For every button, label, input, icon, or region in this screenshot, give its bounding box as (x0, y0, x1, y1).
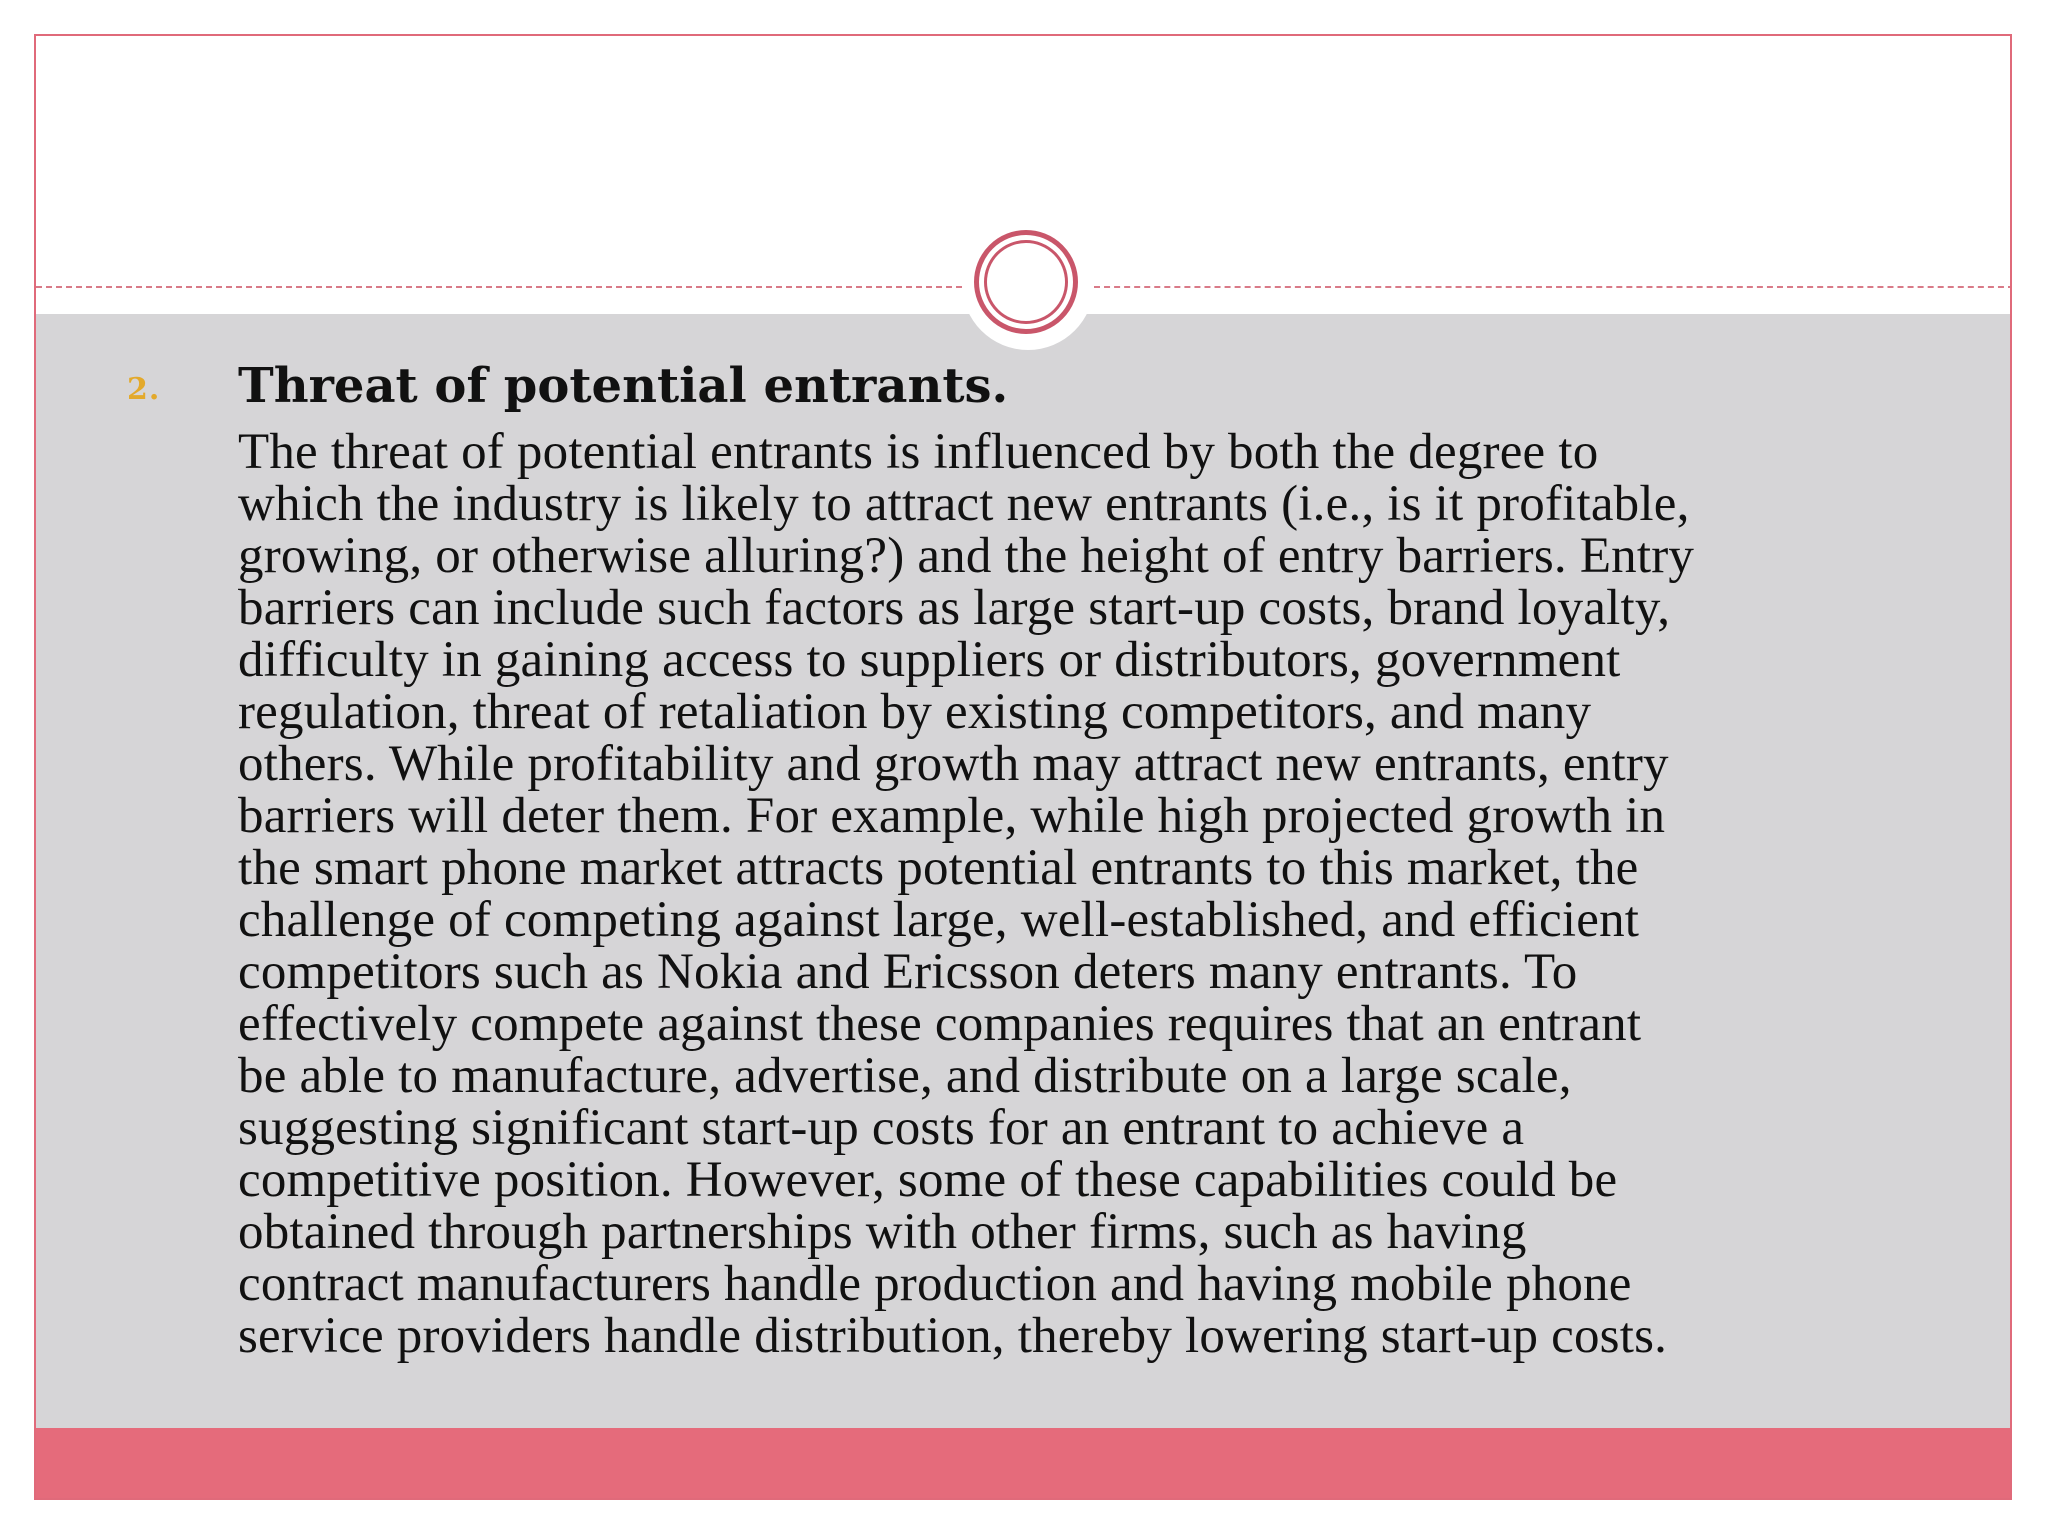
body-line: The threat of potential entrants is influenced by both the degree to (238, 424, 1599, 480)
body-line: growing, or otherwise alluring?) and the height of entry barriers. Entry (238, 528, 1695, 584)
footer-bar (36, 1428, 2010, 1498)
body-line: others. While profitability and growth may attract new entrants, entry (238, 736, 1669, 792)
divider-line-right (1094, 286, 2012, 288)
body-line: obtained through partnerships with other firms, such as having (238, 1204, 1527, 1260)
ornament-inner-ring (984, 240, 1068, 324)
body-line: which the industry is likely to attract new entrants (i.e., is it profitable, (238, 476, 1690, 532)
body-line: barriers will deter them. For example, while high projected growth in (238, 788, 1666, 844)
body-line: difficulty in gaining access to suppliers or distributors, government (238, 632, 1621, 688)
body-line: be able to manufacture, advertise, and distribute on a large scale, (238, 1048, 1572, 1104)
body-line: challenge of competing against large, well-established, and efficient (238, 892, 1640, 948)
body-line: effectively compete against these companies requires that an entrant (238, 996, 1642, 1052)
body-line: competitors such as Nokia and Ericsson deters many entrants. To (238, 944, 1578, 1000)
body-line: regulation, threat of retaliation by existing competitors, and many (238, 684, 1592, 740)
slide-frame (34, 34, 2012, 1500)
slide-heading: Threat of potential entrants. (238, 358, 1009, 414)
body-line: the smart phone market attracts potential entrants to this market, the (238, 840, 1639, 896)
body-line: contract manufacturers handle production and having mobile phone (238, 1256, 1632, 1312)
list-number: 2. (127, 372, 161, 407)
body-line: service providers handle distribution, thereby lowering start-up costs. (238, 1308, 1668, 1364)
body-line: barriers can include such factors as large start-up costs, brand loyalty, (238, 580, 1671, 636)
body-line: suggesting significant start-up costs for an entrant to achieve a (238, 1100, 1525, 1156)
body-paragraph (238, 426, 1998, 1362)
body-line: competitive position. However, some of these capabilities could be (238, 1152, 1618, 1208)
divider-line-left (36, 286, 962, 288)
